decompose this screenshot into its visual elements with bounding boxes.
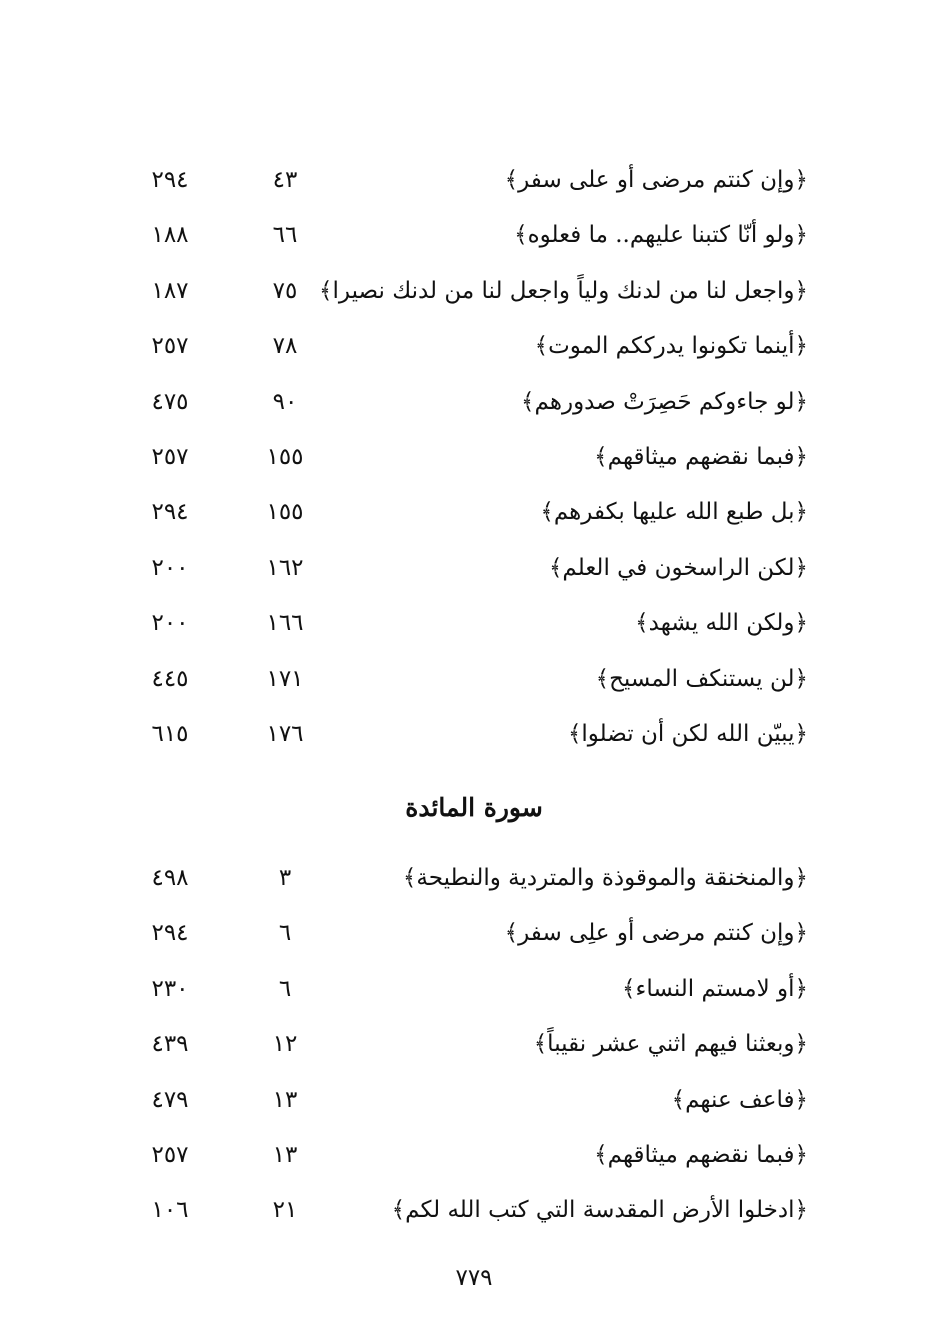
ayah-number: ٦٦ [272,222,298,249]
page-reference: ٤٩٨ [151,865,189,891]
verse-text: ﴿لو جاءوكم حَصِرَتْ صدورهم﴾ [521,388,808,415]
index-row [0,155,948,210]
index-row [0,1075,948,1130]
ayah-number: ٦ [278,975,292,1002]
ayah-number: ٤٣ [272,167,298,193]
page-reference: ٢٥٧ [151,1141,189,1168]
page-reference: ٢٠٠ [151,610,189,637]
verse-text: ﴿وإن كنتم مرضى أو علِى سفر﴾ [504,920,808,947]
ayah-number: ١٧٦ [266,720,304,747]
page-reference: ٢٣٠ [151,975,189,1002]
index-row [0,487,948,542]
ayah-number: ٣ [278,865,292,891]
verse-text: ﴿لن يستنكف المسيح﴾ [595,665,808,692]
index-row [0,266,948,321]
index-row [0,1130,948,1185]
page-reference: ٤٣٩ [151,1031,189,1058]
verse-text: ﴿أو لامستم النساء﴾ [622,975,808,1002]
index-row [0,964,948,1019]
page-reference: ٢٩٤ [151,920,189,947]
index-row [0,210,948,265]
ayah-number: ١٣ [272,1141,298,1168]
index-row [0,654,948,709]
ayah-number: ٧٥ [272,277,298,304]
verse-text: ﴿واجعل لنا من لدنك ولياً واجعل لنا من لدنك نصيرا﴾ [319,277,808,304]
page-reference: ١٨٧ [151,277,189,304]
index-section-an-nisa [0,155,948,764]
verse-text: ﴿ولكن الله يشهد﴾ [635,610,808,637]
ayah-number: ١٥٥ [266,499,304,526]
verse-text: ﴿والمنخنقة والموقوذة والمتردية والنطيحة﴾ [402,865,808,891]
page-number: ٧٧٩ [455,1265,493,1291]
ayah-number: ١٣ [272,1086,298,1113]
verse-text: ﴿ادخلوا الأرض المقدسة التي كتب الله لكم﴾ [391,1197,808,1224]
verse-text: ﴿فبما نقضهم ميثاقهم﴾ [594,1141,808,1168]
ayah-number: ٢١ [272,1197,298,1224]
index-section-al-maidah [0,853,948,1241]
verse-text: ﴿يبيّن الله لكن أن تضلوا﴾ [567,720,808,747]
page-reference: ٢٩٤ [151,499,189,526]
ayah-number: ١٥٥ [266,443,304,470]
surah-heading: سورة المائدة [405,793,543,822]
verse-text: ﴿لكن الراسخون في العلم﴾ [548,554,808,581]
page-reference: ٢٥٧ [151,333,189,360]
index-row [0,321,948,376]
verse-text: ﴿ولو أنّا كتبنا عليهم.. ما فعلوه﴾ [514,222,808,249]
ayah-number: ١٢ [272,1031,298,1058]
index-row [0,543,948,598]
page-reference: ١٨٨ [151,222,189,249]
verse-text: ﴿فبما نقضهم ميثاقهم﴾ [594,443,808,470]
ayah-number: ٩٠ [272,388,298,415]
index-row [0,709,948,764]
ayah-number: ٦ [278,920,292,947]
page-reference: ١٠٦ [151,1197,189,1224]
ayah-number: ٧٨ [272,333,298,360]
page-reference: ٢٠٠ [151,554,189,581]
ayah-number: ١٧١ [266,665,304,692]
index-row [0,853,948,908]
ayah-number: ١٦٢ [266,554,304,581]
index-row [0,1185,948,1240]
page-reference: ٢٥٧ [151,443,189,470]
page-reference: ٢٩٤ [151,167,189,193]
page-reference: ٤٧٩ [151,1086,189,1113]
verse-text: ﴿وبعثنا فيهم اثني عشر نقيباً﴾ [533,1031,808,1058]
verse-text: ﴿فاعف عنهم﴾ [671,1086,808,1113]
page-reference: ٤٧٥ [151,388,189,415]
verse-text: ﴿بل طبع الله عليها بكفرهم﴾ [540,499,808,526]
index-row [0,377,948,432]
index-row [0,1019,948,1074]
index-row [0,598,948,653]
ayah-number: ١٦٦ [266,610,304,637]
page-reference: ٤٤٥ [151,665,189,692]
verse-text: ﴿وإن كنتم مرضى أو على سفر﴾ [504,167,808,193]
verse-text: ﴿أينما تكونوا يدرككم الموت﴾ [534,333,808,360]
index-row [0,908,948,963]
index-row [0,432,948,487]
page-reference: ٦١٥ [151,720,189,747]
